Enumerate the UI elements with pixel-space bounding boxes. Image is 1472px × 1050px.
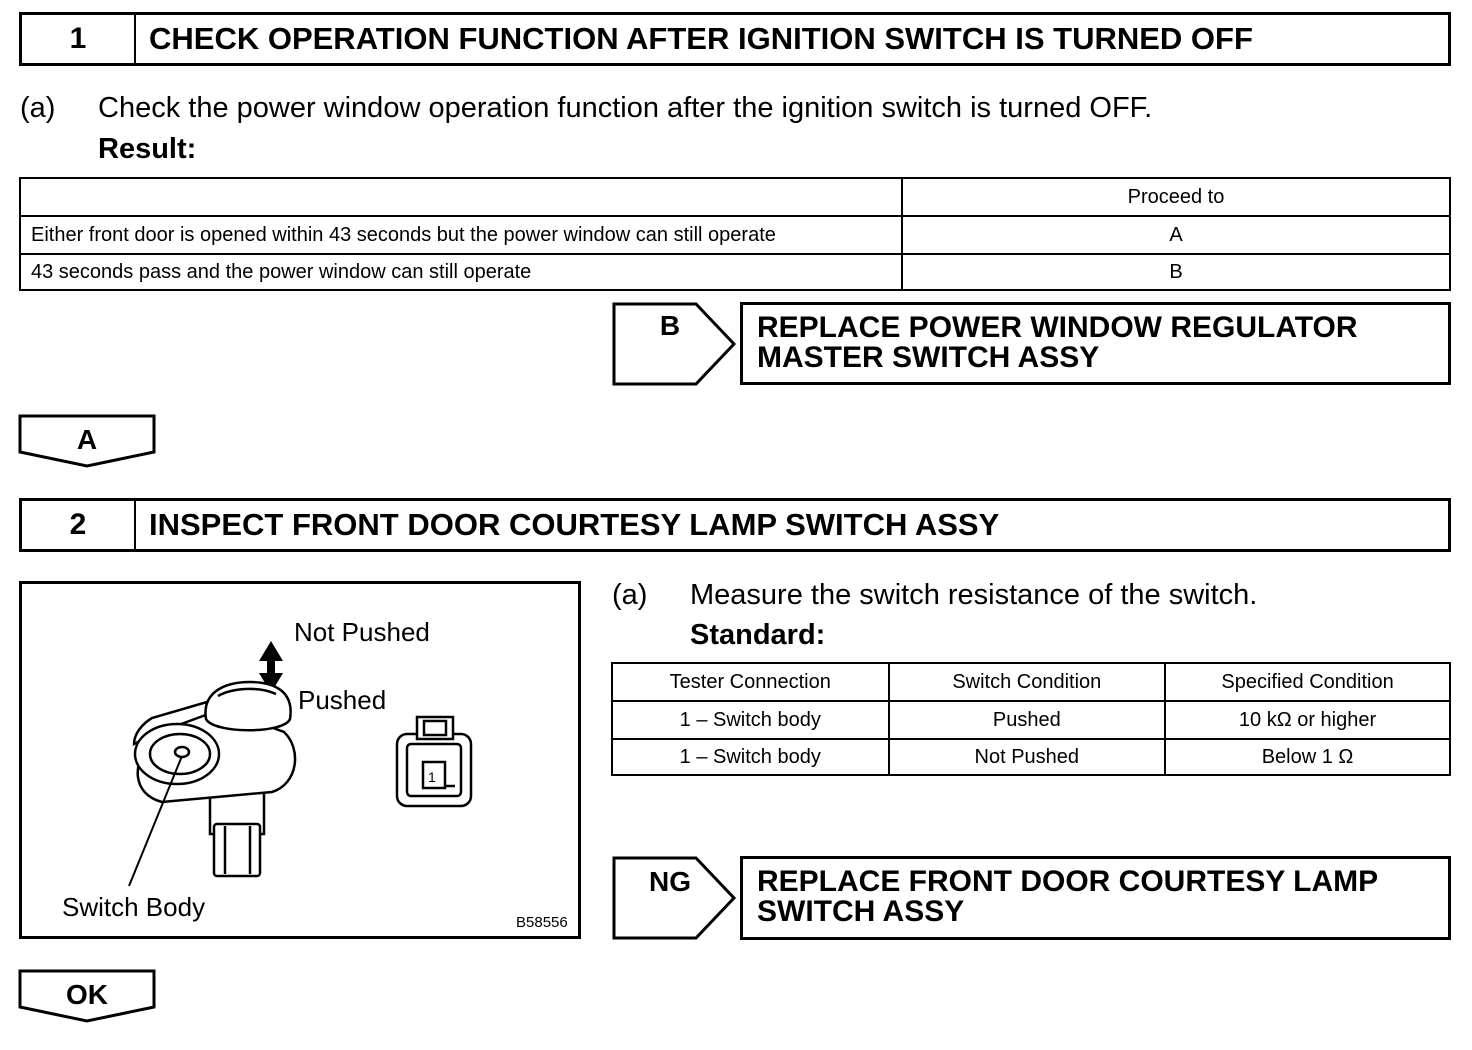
table-cell: Below 1 Ω bbox=[1165, 739, 1450, 775]
table-cell: Not Pushed bbox=[889, 739, 1166, 775]
step-number: 1 bbox=[22, 15, 136, 63]
plunger-icon bbox=[205, 682, 290, 730]
table-cell: Pushed bbox=[889, 701, 1166, 739]
table-header-row bbox=[612, 663, 1450, 701]
instruction-marker: (a) bbox=[612, 579, 648, 611]
table-cell: Either front door is opened within 43 seconds but the power window can still operate bbox=[20, 216, 902, 254]
instruction-text: Measure the switch resistance of the switch. bbox=[690, 579, 1258, 611]
table-header-cell bbox=[20, 178, 902, 216]
table-row bbox=[612, 701, 1450, 739]
action-line: REPLACE FRONT DOOR COURTESY LAMP bbox=[757, 865, 1379, 898]
table-cell: 10 kΩ or higher bbox=[1165, 701, 1450, 739]
instruction-marker: (a) bbox=[20, 92, 56, 124]
table-cell: A bbox=[902, 216, 1450, 254]
label-not-pushed: Not Pushed bbox=[294, 617, 430, 647]
branch-label: NG bbox=[649, 866, 691, 897]
figure-code: B58556 bbox=[516, 914, 568, 931]
table-cell: 1 – Switch body bbox=[612, 739, 889, 775]
table-cell: 43 seconds pass and the power window can still operate bbox=[20, 254, 902, 290]
step-2-header bbox=[19, 498, 1451, 552]
table-row bbox=[20, 216, 1450, 254]
action-line: SWITCH ASSY bbox=[757, 895, 965, 928]
step-title: INSPECT FRONT DOOR COURTESY LAMP SWITCH ASSY bbox=[149, 507, 1000, 542]
branch-action-box bbox=[740, 302, 1451, 385]
table-header-cell: Switch Condition bbox=[889, 663, 1166, 701]
result-label: Result: bbox=[98, 133, 197, 165]
branch-label: B bbox=[659, 310, 681, 341]
step-title: CHECK OPERATION FUNCTION AFTER IGNITION SWITCH IS TURNED OFF bbox=[149, 21, 1253, 56]
connector-front-view-icon bbox=[397, 717, 471, 806]
table-row bbox=[612, 739, 1450, 775]
table-header-cell: Tester Connection bbox=[612, 663, 889, 701]
switch-figure bbox=[19, 581, 581, 939]
continue-label: A bbox=[76, 424, 98, 455]
branch-action-box bbox=[740, 856, 1451, 940]
label-pushed: Pushed bbox=[298, 685, 387, 715]
standard-table bbox=[611, 662, 1451, 776]
table-header-row bbox=[20, 178, 1450, 216]
connector-pin-label: 1 bbox=[428, 769, 436, 785]
table-header-cell: Specified Condition bbox=[1165, 663, 1450, 701]
table-row bbox=[20, 254, 1450, 290]
switch-connector-icon bbox=[210, 789, 264, 876]
action-line: MASTER SWITCH ASSY bbox=[757, 341, 1100, 374]
continue-label: OK bbox=[66, 979, 108, 1010]
instruction-text: Check the power window operation function after the ignition switch is turned OFF. bbox=[98, 92, 1153, 124]
step-number: 2 bbox=[22, 501, 136, 549]
action-line: REPLACE POWER WINDOW REGULATOR bbox=[757, 311, 1358, 344]
step-1-header bbox=[19, 12, 1451, 66]
label-switch-body: Switch Body bbox=[62, 892, 206, 922]
table-cell: B bbox=[902, 254, 1450, 290]
standard-label: Standard: bbox=[690, 619, 826, 651]
result-table bbox=[19, 177, 1451, 291]
table-cell: 1 – Switch body bbox=[612, 701, 889, 739]
table-header-cell: Proceed to bbox=[902, 178, 1450, 216]
